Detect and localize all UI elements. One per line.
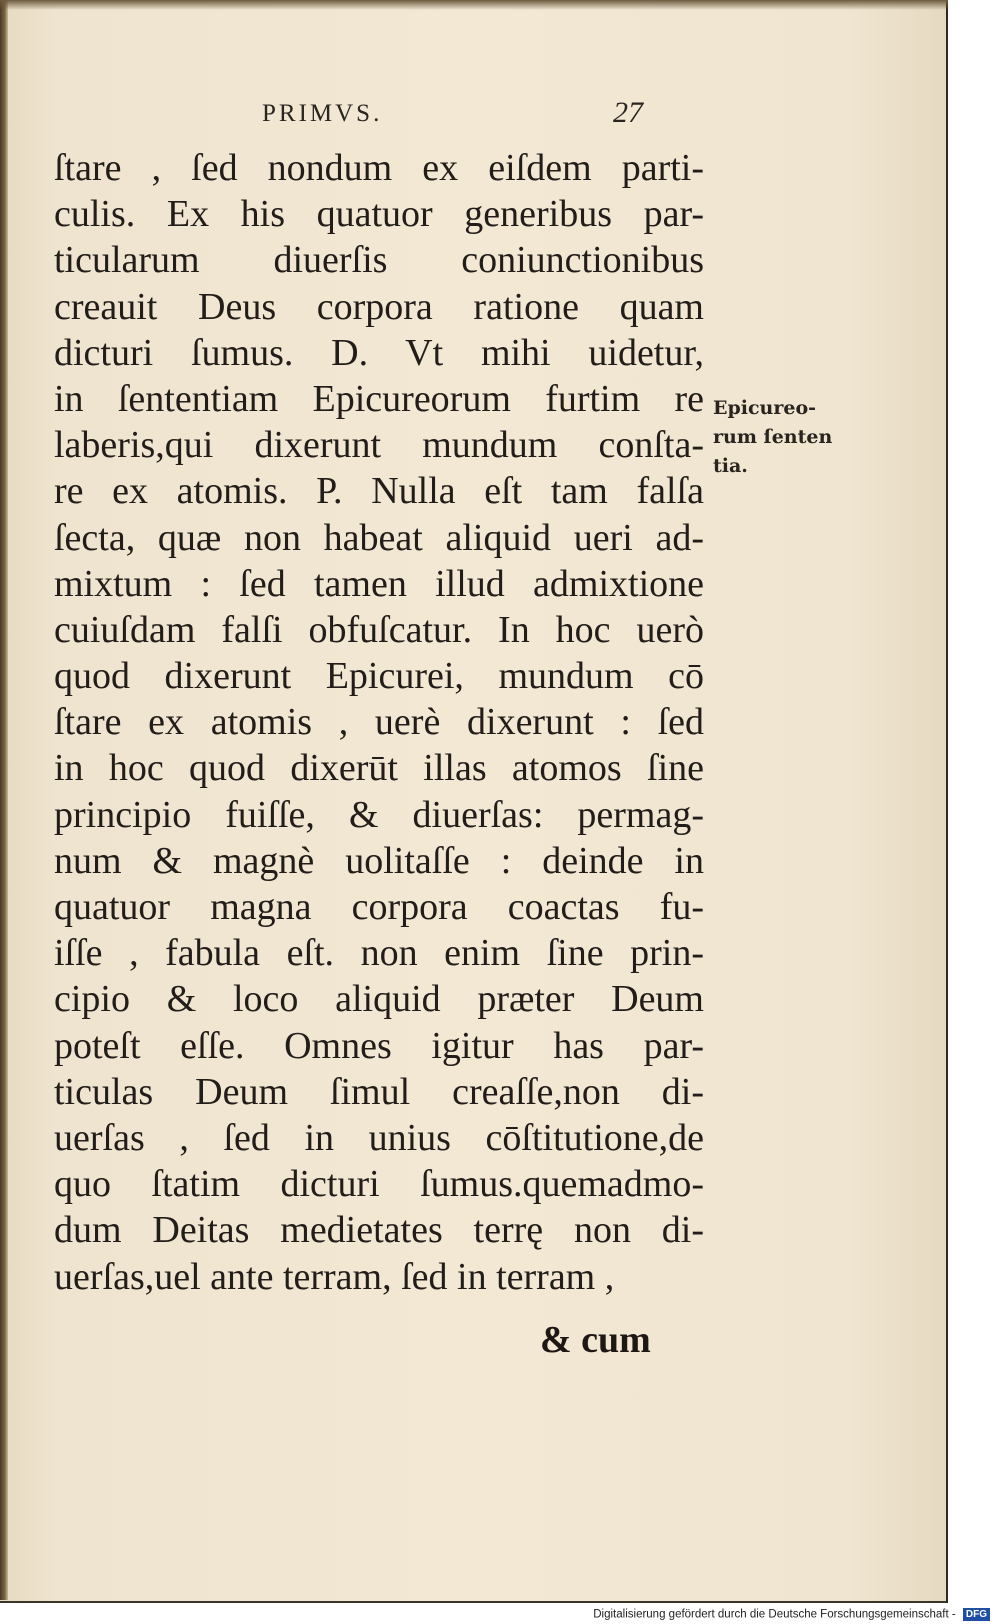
text-line: in ſententiam Epicureorum furtim re	[54, 377, 704, 420]
running-head: PRIMVS.	[262, 100, 383, 127]
body-text	[54, 145, 704, 1300]
text-line: dicturi ſumus. D. Vt mihi uidetur,	[54, 331, 704, 374]
catchword: & cum	[540, 1319, 651, 1361]
text-line: mixtum : ſed tamen illud admixtione	[54, 562, 704, 605]
text-line: dum Deitas medietates terrę non di-	[54, 1209, 704, 1252]
text-line: ſtare , ſed nondum ex eiſdem parti-	[54, 147, 704, 189]
text-line: cuiuſdam falſi obfuſcatur. In hoc uerò	[54, 608, 704, 651]
credit-text: Digitalisierung gefördert durch die Deutsche Forschungsgemeinschaft -	[593, 1608, 956, 1621]
text-line: ſecta, quæ non habeat aliquid ueri ad-	[54, 516, 704, 559]
text-line: quatuor magna corpora coactas fu-	[54, 886, 704, 928]
text-line: ſtare ex atomis , uerè dixerunt : ſed	[54, 701, 704, 744]
page-gutter	[0, 0, 8, 1600]
text-line: quo ſtatim dicturi ſumus.quemadmo-	[54, 1163, 704, 1206]
text-line: principio fuiſſe, & diuerſas: permag-	[54, 793, 704, 836]
text-line: re ex atomis. P. Nulla eſt tam falſa	[54, 470, 704, 513]
text-line: quod dixerunt Epicurei, mundum cō	[54, 655, 704, 698]
margin-note-line: tia.	[713, 455, 748, 477]
text-line: laberis,qui dixerunt mundum conſta-	[54, 424, 704, 467]
margin-note-line: rum ſenten	[713, 426, 833, 448]
digitization-credit	[593, 1608, 990, 1621]
text-line: poteſt eſſe. Omnes igitur has par-	[54, 1024, 704, 1067]
text-line: uerſas , ſed in unius cōſtitutione,de	[54, 1116, 704, 1159]
dfg-logo: DFG	[963, 1608, 990, 1621]
margin-note-line: Epicureo-	[713, 397, 817, 419]
text-line: culis. Ex his quatuor generibus par-	[54, 193, 704, 236]
text-line: ticulas Deum ſimul creaſſe,non di-	[54, 1070, 704, 1113]
text-line: num & magnè uolitaſſe : deinde in	[54, 839, 704, 882]
page-header	[0, 96, 948, 140]
page-top-shadow	[0, 0, 948, 10]
text-line: ticularum diuerſis coniunctionibus	[54, 239, 704, 282]
text-line: in hoc quod dixerūt illas atomos ſine	[54, 747, 704, 790]
text-line: creauit Deus corpora ratione quam	[54, 285, 704, 328]
page-number: 27	[613, 96, 643, 129]
text-line: iſſe , fabula eſt. non enim ſine prin-	[54, 932, 704, 975]
text-line: uerſas,uel ante terram, ſed in terram ,	[54, 1255, 615, 1298]
text-line: cipio & loco aliquid præter Deum	[54, 978, 704, 1021]
margin-note	[713, 394, 832, 481]
